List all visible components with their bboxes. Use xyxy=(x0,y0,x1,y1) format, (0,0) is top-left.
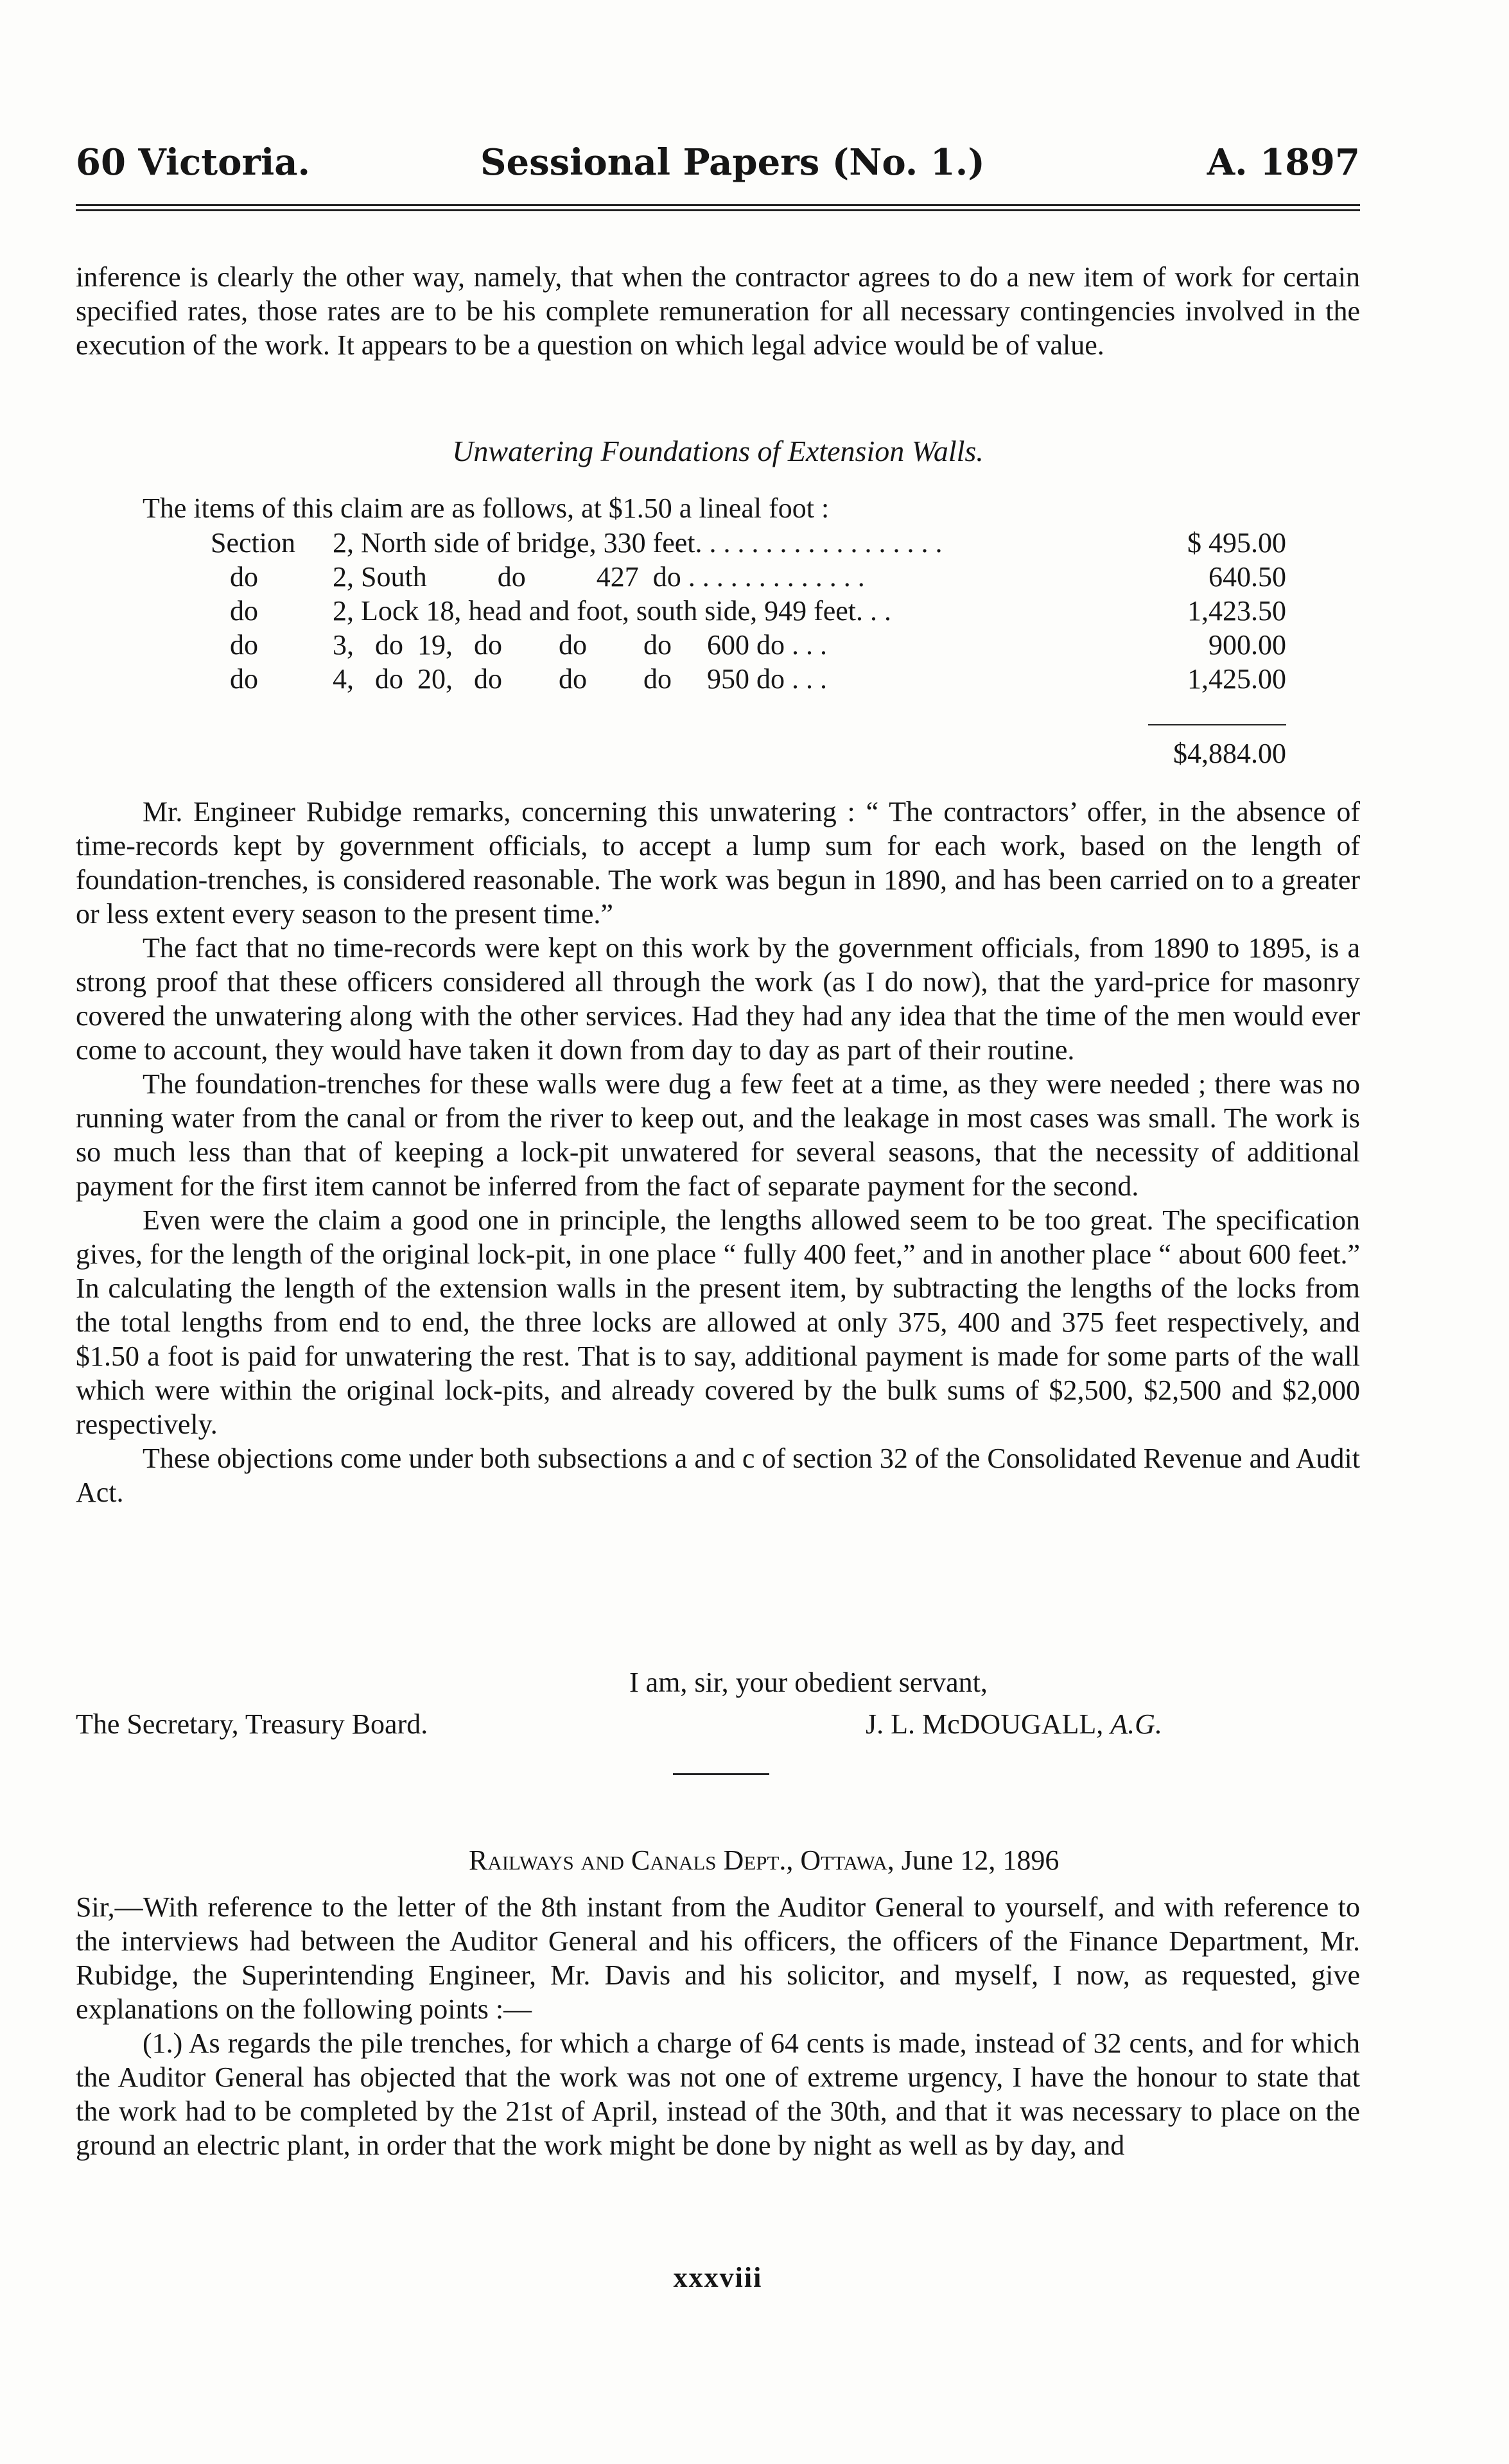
section-title: Unwatering Foundations of Extension Walls. xyxy=(452,435,984,467)
addressee: The Secretary, Treasury Board. xyxy=(76,1708,428,1740)
paragraph: Even were the claim a good one in principle, the lengths allowed seem to be too great. The specification gives, for the length of the original lock-pit, in one place “ fully 400 feet,” and in another place “ about 600 feet.” In calculating the length of the extension walls in the present item, by subtracting the lengths of the locks from the total lengths from end to end, the three locks are allowed at only 375, 400 and 375 feet respectively, and $1.50 a foot is paid for unwatering the rest. That is to say, additional payment is made for some parts of the wall which were within the original lock-pits, and already covered by the bulk sums of $2,500, $2,500 and $2,000 respectively. xyxy=(76,1204,1360,1440)
letter-paragraph: Sir,—With reference to the letter of the 8th instant from the Auditor General to yourself, and with reference to the interviews had between the Auditor General and his officers, the officers of the Finance Department, Mr. Rubidge, the Superintending Engineer, Mr. Davis and his solicitor, and myself, I now, as requested, give explanations on the following points :— xyxy=(76,1891,1360,2025)
body-paragraphs xyxy=(76,795,1360,1509)
closing-line: I am, sir, your obedient servant, xyxy=(629,1667,988,1698)
claims-row: do 2, South do 427 do . . . . . . . . . . . . . 640.50 xyxy=(230,561,1286,593)
claims-row: Section 2, North side of bridge, 330 feet. . . . . . . . . . . . . . . . . . $ 495.00 xyxy=(211,527,1286,559)
page-header xyxy=(76,134,1360,191)
signature-title: A.G. xyxy=(1110,1708,1162,1740)
section-divider xyxy=(673,1773,769,1775)
header-title: Sessional Papers (No. 1.) xyxy=(480,141,985,184)
signature-name: J. L. McDOUGALL, xyxy=(866,1708,1104,1740)
claims-table-wrap xyxy=(211,525,1286,695)
page-number: xxxviii xyxy=(673,2262,763,2293)
intro-paragraph: inference is clearly the other way, namely, that when the contractor agrees to do a new item of work for certain specified rates, those rates are to be his complete remuneration for all necessary contingencies involved in the execution of the work. It appears to be a question on which legal advice would be of value. xyxy=(76,261,1360,361)
paragraph: The fact that no time-records were kept on this work by the government officials, from 1890 to 1895, is a strong proof that these officers considered all through the work (as I do now), that the yard-price for masonry covered the unwatering along with the other services. Had they had any idea that the time of the men would ever come to account, they would have taken it down from day to day as part of their routine. xyxy=(76,932,1360,1066)
letter-paragraph: (1.) As regards the pile trenches, for which a charge of 64 cents is made, instead of 32 cents, and for which the Auditor General has objected that the work was not one of extreme urgency, I have the honour to state that the work had to be completed by the 21st of April, instead of the 30th, and that it was necessary to place on the ground an electric plant, in order that the work might be done by night as well as by day, and xyxy=(76,2027,1360,2161)
claims-row: do 3, do 19, do do do 600 do . . . 900.00 xyxy=(230,629,1286,661)
header-rule-top xyxy=(76,204,1360,206)
claims-row: do 2, Lock 18, head and foot, south side, 949 feet. . . 1,423.50 xyxy=(230,595,1286,627)
header-rule-bottom xyxy=(76,209,1360,211)
paragraph: These objections come under both subsections a and c of section 32 of the Consolidated Revenue and Audit Act. xyxy=(76,1443,1360,1508)
claims-row: do 4, do 20, do do do 950 do . . . 1,425.00 xyxy=(230,663,1286,695)
total-rule xyxy=(1148,724,1286,725)
header-year: A. 1897 xyxy=(1207,141,1360,184)
signature xyxy=(866,1708,1162,1740)
claims-total: $4,884.00 xyxy=(1173,738,1286,769)
header-volume: 60 Victoria. xyxy=(76,141,311,184)
paragraph: Mr. Engineer Rubidge remarks, concerning this unwatering : “ The contractors’ offer, in the absence of time-records kept by government officials, to accept a lump sum for each work, based on the length of foundation-trenches, is considered reasonable. The work was begun in 1890, and has been carried on to a greater or less extent every season to the present time.” xyxy=(76,796,1360,930)
letter-heading xyxy=(469,1844,1059,1877)
claims-table xyxy=(211,525,1286,695)
letter-heading-dept: Railways and Canals Dept., Ottawa, xyxy=(469,1844,894,1876)
claims-intro: The items of this claim are as follows, at $1.50 a lineal foot : xyxy=(143,492,830,524)
letter-body xyxy=(76,1890,1360,2162)
paragraph: The foundation-trenches for these walls were dug a few feet at a time, as they were needed ; there was no running water from the canal or from the river to keep out, and the leakage in most cases was small. The work is so much less than that of keeping a lock-pit unwatered for several seasons, that the necessity of additional payment for the first item cannot be inferred from the fact of separate payment for the second. xyxy=(76,1068,1360,1202)
letter-date: June 12, 1896 xyxy=(901,1844,1060,1876)
